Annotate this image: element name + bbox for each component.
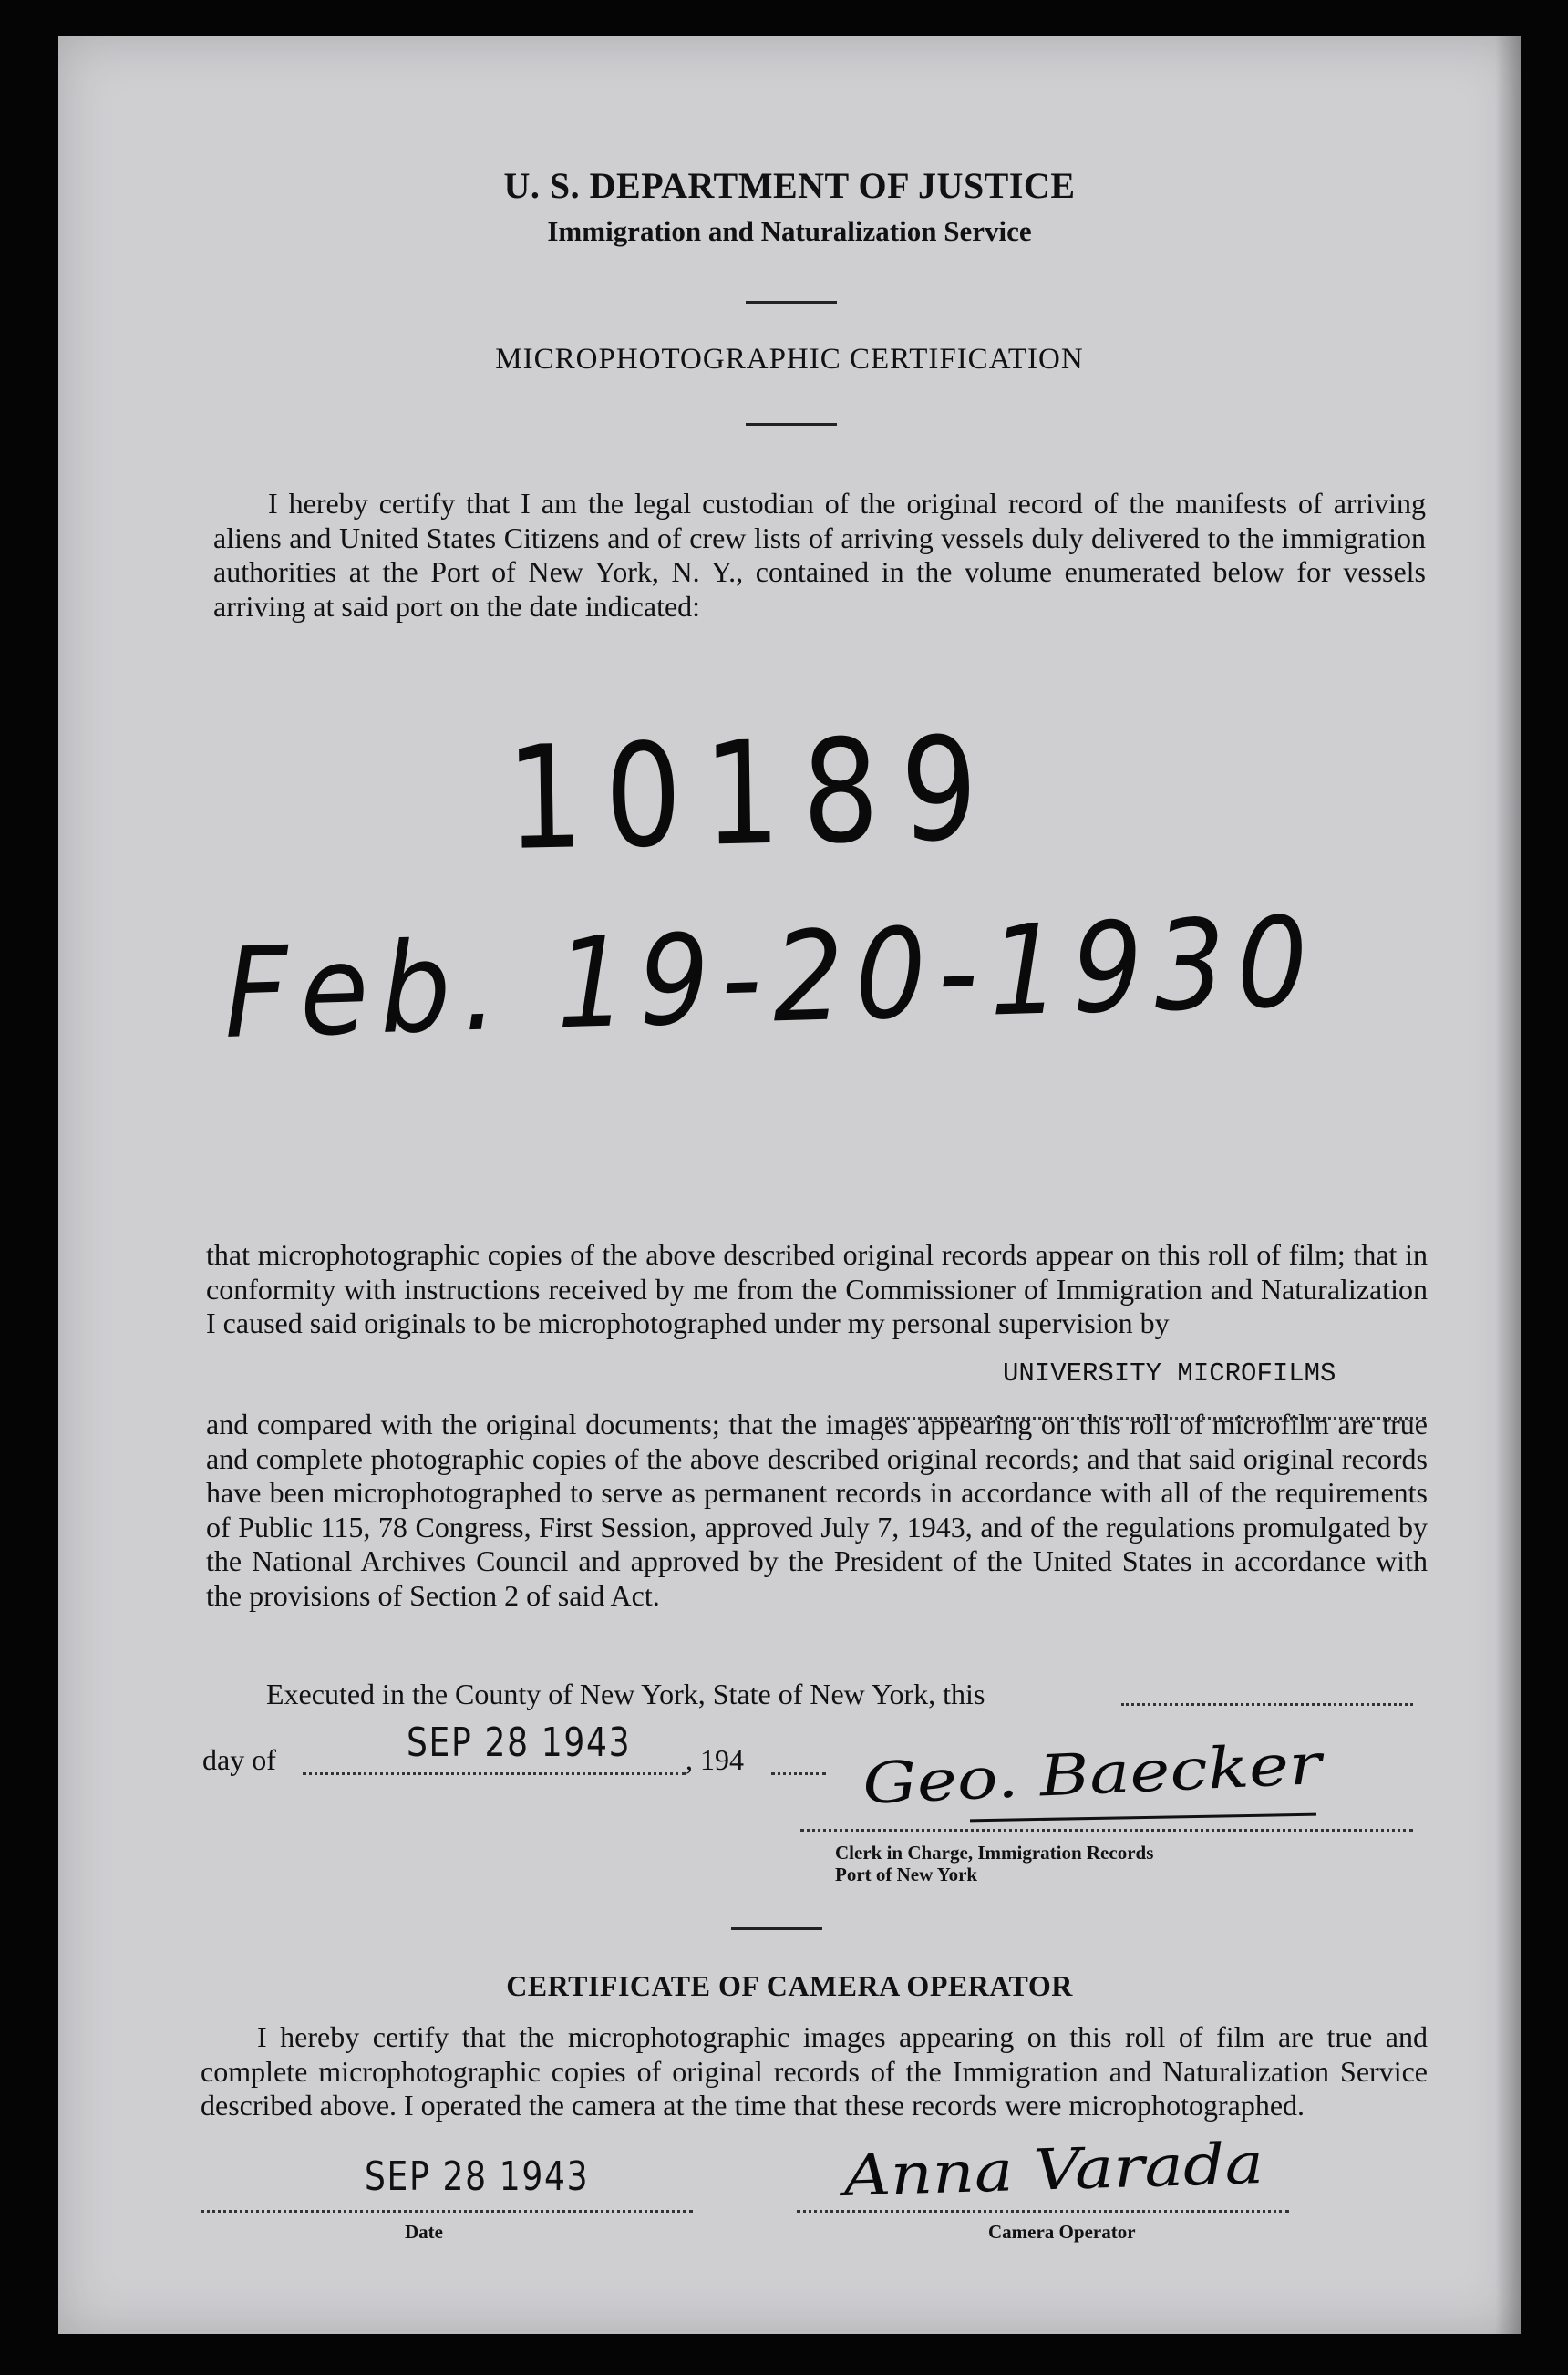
execution-day-dotted-line bbox=[1121, 1703, 1413, 1706]
day-of-dotted-line bbox=[303, 1772, 686, 1775]
service-subtitle: Immigration and Naturalization Service bbox=[547, 215, 1032, 247]
certification-title: MICROPHOTOGRAPHIC CERTIFICATION bbox=[495, 343, 1084, 376]
handwritten-volume-number: 10189 bbox=[505, 705, 1001, 882]
camera-date-dotted-line bbox=[201, 2210, 693, 2213]
divider-camera bbox=[731, 1927, 822, 1930]
camera-operator-label: Camera Operator bbox=[988, 2221, 1136, 2243]
year-dotted-line bbox=[771, 1772, 826, 1775]
body-paragraph-part2: and compared with the original documents; that the images appearing on this roll of microfilm are true and complete photographic copies of the above described original records; and that said original records have been microphotographed to serve as permanent records in accordance with all of the requirements of Public 115, 78 Congress, First Session, approved July 7, 1943, and of the regulations promulgated by the National Archives Council and approved by the President of the United States in accordance with the provisions of Section 2 of said Act. bbox=[206, 1408, 1428, 1612]
divider-second bbox=[746, 423, 837, 426]
camera-operator-signature: Anna Varada bbox=[842, 2130, 1265, 2209]
certificate-page bbox=[58, 36, 1521, 2334]
clerk-title-line2: Port of New York bbox=[835, 1864, 978, 1885]
clerk-signature-flourish bbox=[970, 1813, 1316, 1823]
department-title: U. S. DEPARTMENT OF JUSTICE bbox=[503, 165, 1076, 206]
intro-paragraph: I hereby certify that I am the legal custodian of the original record of the manifests of arriving aliens and United States Citizens and of crew lists of arriving vessels duly delivered to the immigration authorities at the Port of New York, N. Y., contained in the volume enumerated below for vessels arriving at said port on the date indicated: bbox=[213, 487, 1426, 623]
camera-date-stamp: SEP 28 1943 bbox=[365, 2153, 590, 2200]
camera-certificate-title: CERTIFICATE OF CAMERA OPERATOR bbox=[506, 1969, 1073, 2002]
camera-date-label: Date bbox=[405, 2221, 443, 2243]
execution-date-stamp: SEP 28 1943 bbox=[407, 1719, 632, 1766]
clerk-dotted-line bbox=[800, 1829, 1413, 1832]
day-of-label: day of bbox=[202, 1743, 276, 1776]
divider-top bbox=[746, 301, 837, 304]
year-prefix: , 194 bbox=[686, 1743, 744, 1776]
clerk-signature: Geo. Baecker bbox=[861, 1730, 1324, 1817]
execution-line: Executed in the County of New York, State of New York, this bbox=[266, 1678, 985, 1710]
camera-operator-dotted-line bbox=[797, 2210, 1289, 2213]
clerk-title-line1: Clerk in Charge, Immigration Records bbox=[835, 1842, 1154, 1864]
body-paragraph-part1: that microphotographic copies of the above described original records appear on this roll of film; that in conformity with instructions received by me from the Commissioner of Immigration and Naturalization I caused said originals to be microphotographed under my personal supervision by bbox=[206, 1238, 1428, 1339]
camera-certificate-paragraph: I hereby certify that the microphotographic images appearing on this roll of film are true and complete microphotographic copies of original records of the Immigration and Naturalization Service described above. I operated the camera at the time that these records were microphotographed. bbox=[201, 2020, 1428, 2122]
photographer-name: UNIVERSITY MICROFILMS bbox=[1003, 1358, 1336, 1389]
handwritten-date-range: Feb. 19-20-1930 bbox=[222, 891, 1321, 1067]
